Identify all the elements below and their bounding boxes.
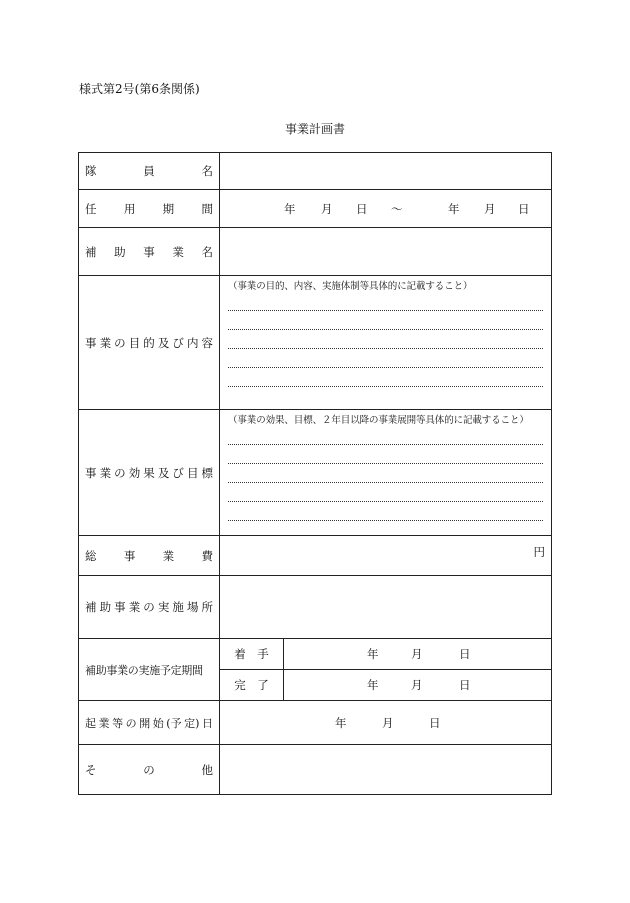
row-purpose: [79, 276, 552, 410]
label-start-date: 起 業 等 の 開 始 (予 定) 日: [79, 701, 220, 745]
label-start: 着 手: [220, 639, 284, 670]
row-effect: [79, 410, 552, 536]
label-project-name: 補 助 事 業 名: [79, 228, 220, 276]
label-term: 任 用 期 間: [79, 190, 220, 228]
member-name-field[interactable]: [220, 153, 552, 190]
yen-unit: 円: [533, 545, 545, 559]
label-other: そ の 他: [79, 745, 220, 795]
row-project-name: [79, 228, 552, 276]
document-title: 事業計画書: [284, 122, 345, 136]
start-date-field[interactable]: 年 月 日: [220, 701, 552, 745]
tilde: 〜: [391, 201, 403, 216]
label-schedule: 補助事業の実施予定期間: [79, 639, 220, 701]
term-field[interactable]: 年 月 日 〜 年 月 日: [220, 190, 552, 228]
label-effect: 事 業 の 効 果 及 び 目 標: [79, 410, 220, 536]
label-total-cost: 総 事 業 費: [79, 536, 220, 576]
effect-ruled-lines: [228, 426, 543, 521]
label-purpose: 事 業 の 目 的 及 び 内 容: [79, 276, 220, 410]
purpose-note: （事業の目的、内容、実施体制等具体的に記載すること）: [228, 281, 473, 292]
other-field[interactable]: [220, 745, 552, 795]
row-member-name: [79, 153, 552, 190]
row-total-cost: [79, 536, 552, 576]
total-cost-field[interactable]: [220, 536, 552, 576]
plan-table: [78, 152, 552, 795]
row-location: [79, 576, 552, 639]
purpose-ruled-lines: [228, 292, 543, 387]
schedule-end-date[interactable]: 年 月 日: [284, 670, 552, 701]
label-member-name: 隊 員 名: [79, 153, 220, 190]
effect-field[interactable]: [220, 410, 552, 536]
row-start-date: [79, 701, 552, 745]
form-number: 様式第2号(第6条関係): [79, 82, 200, 96]
row-term: [79, 190, 552, 228]
effect-note: （事業の効果、目標、２年目以降の事業展開等具体的に記載すること）: [228, 415, 529, 426]
project-name-field[interactable]: [220, 228, 552, 276]
label-end: 完 了: [220, 670, 284, 701]
location-field[interactable]: [220, 576, 552, 639]
label-location: 補 助 事 業 の 実 施 場 所: [79, 576, 220, 639]
schedule-start-date[interactable]: 年 月 日: [284, 639, 552, 670]
row-other: [79, 745, 552, 795]
row-schedule-start: [79, 639, 552, 670]
purpose-field[interactable]: [220, 276, 552, 410]
